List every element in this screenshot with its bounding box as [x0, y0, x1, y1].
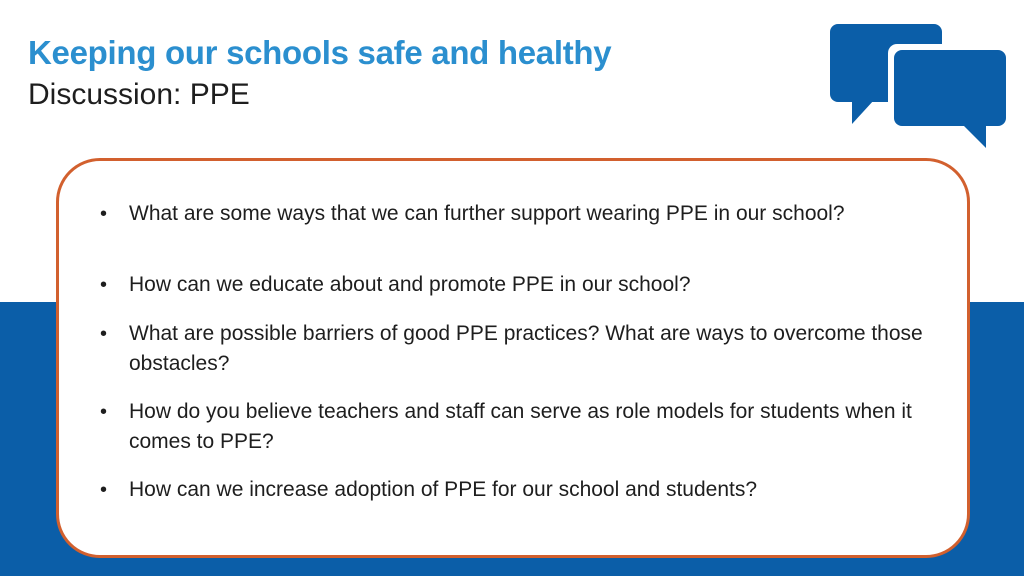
question-item: • What are some ways that we can further support wearing PPE in our school?	[129, 199, 929, 229]
question-item: • What are possible barriers of good PPE practices? What are ways to overcome those obstacles?	[129, 319, 929, 379]
question-item: • How do you believe teachers and staff can serve as role models for students when it comes to PPE?	[129, 397, 929, 457]
question-list	[59, 161, 967, 555]
page-title: Keeping our schools safe and healthy	[28, 34, 612, 71]
question-item: • How can we educate about and promote PPE in our school?	[129, 270, 929, 300]
page-subtitle: Discussion: PPE	[28, 78, 250, 111]
question-item: • How can we increase adoption of PPE for our school and students?	[129, 475, 929, 505]
discussion-card	[56, 158, 970, 558]
chat-bubble-front	[888, 44, 1006, 150]
chat-bubbles-icon	[828, 24, 1008, 150]
